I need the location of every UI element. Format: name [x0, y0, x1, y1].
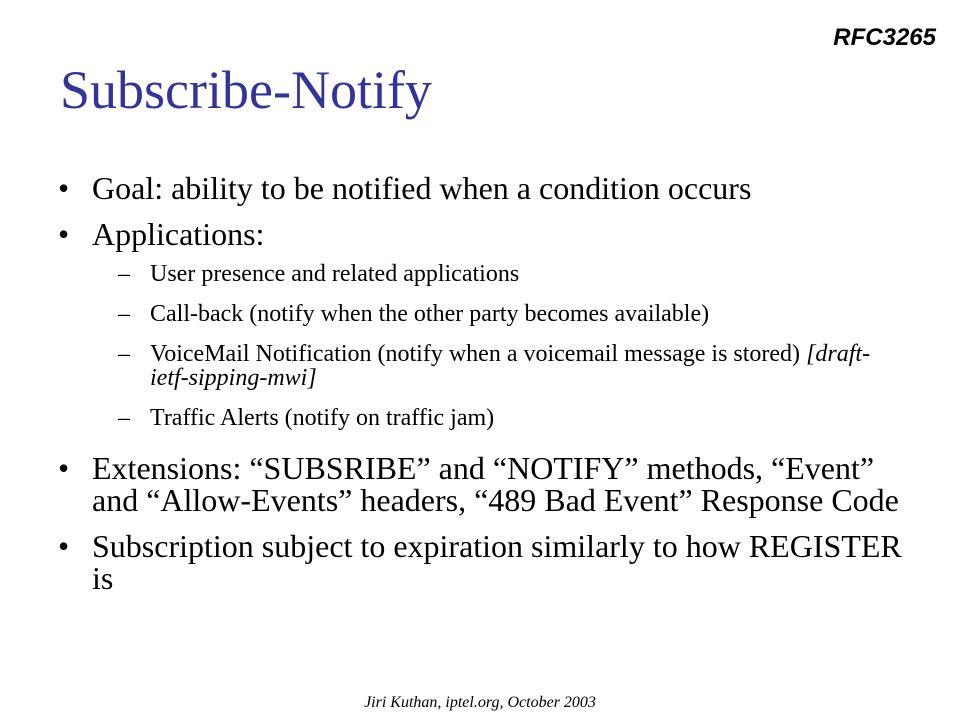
bullet-goal	[0, 172, 960, 204]
sub-bullet-presence-text: User presence and related applications	[150, 261, 520, 287]
dash-marker: –	[118, 301, 130, 327]
slide-footer: Jiri Kuthan, iptel.org, October 2003	[364, 694, 596, 711]
dash-marker: –	[118, 405, 130, 431]
bullet-marker: •	[58, 450, 70, 486]
sub-bullet-traffic-text: Traffic Alerts (notify on traffic jam)	[150, 405, 495, 431]
dash-marker: –	[118, 261, 130, 287]
sub-bullet-presence	[0, 262, 960, 286]
slide-title: Subscribe-Notify	[60, 60, 432, 120]
sub-bullet-callback	[0, 302, 960, 326]
rfc-tag: RFC3265	[833, 24, 936, 51]
bullet-marker: •	[58, 528, 70, 564]
bullet-marker: •	[58, 170, 70, 206]
slide-body	[0, 172, 960, 608]
dash-marker: –	[118, 341, 130, 367]
draft-reference: [draft-ietf-sipping-mwi]	[150, 341, 871, 391]
bullet-marker: •	[58, 216, 70, 252]
sub-bullet-callback-text: Call-back (notify when the other party becomes available)	[150, 301, 710, 327]
bullet-extensions-text: Extensions: “SUBSRIBE” and “NOTIFY” methods, “Event” and “Allow-Events” headers, “489 Bad Event” Response Code	[92, 450, 899, 518]
bullet-goal-text: Goal: ability to be notified when a condition occurs	[92, 170, 752, 206]
bullet-applications	[0, 218, 960, 250]
bullet-applications-text: Applications:	[92, 216, 265, 252]
bullet-subscription	[0, 530, 960, 594]
bullet-subscription-text: Subscription subject to expiration similarly to how REGISTER is	[92, 528, 902, 596]
sub-bullet-voicemail-text: VoiceMail Notification (notify when a voicemail message is stored)	[150, 341, 801, 367]
bullet-extensions	[0, 452, 960, 516]
sub-bullet-voicemail	[0, 342, 960, 390]
sub-bullet-traffic	[0, 406, 960, 430]
